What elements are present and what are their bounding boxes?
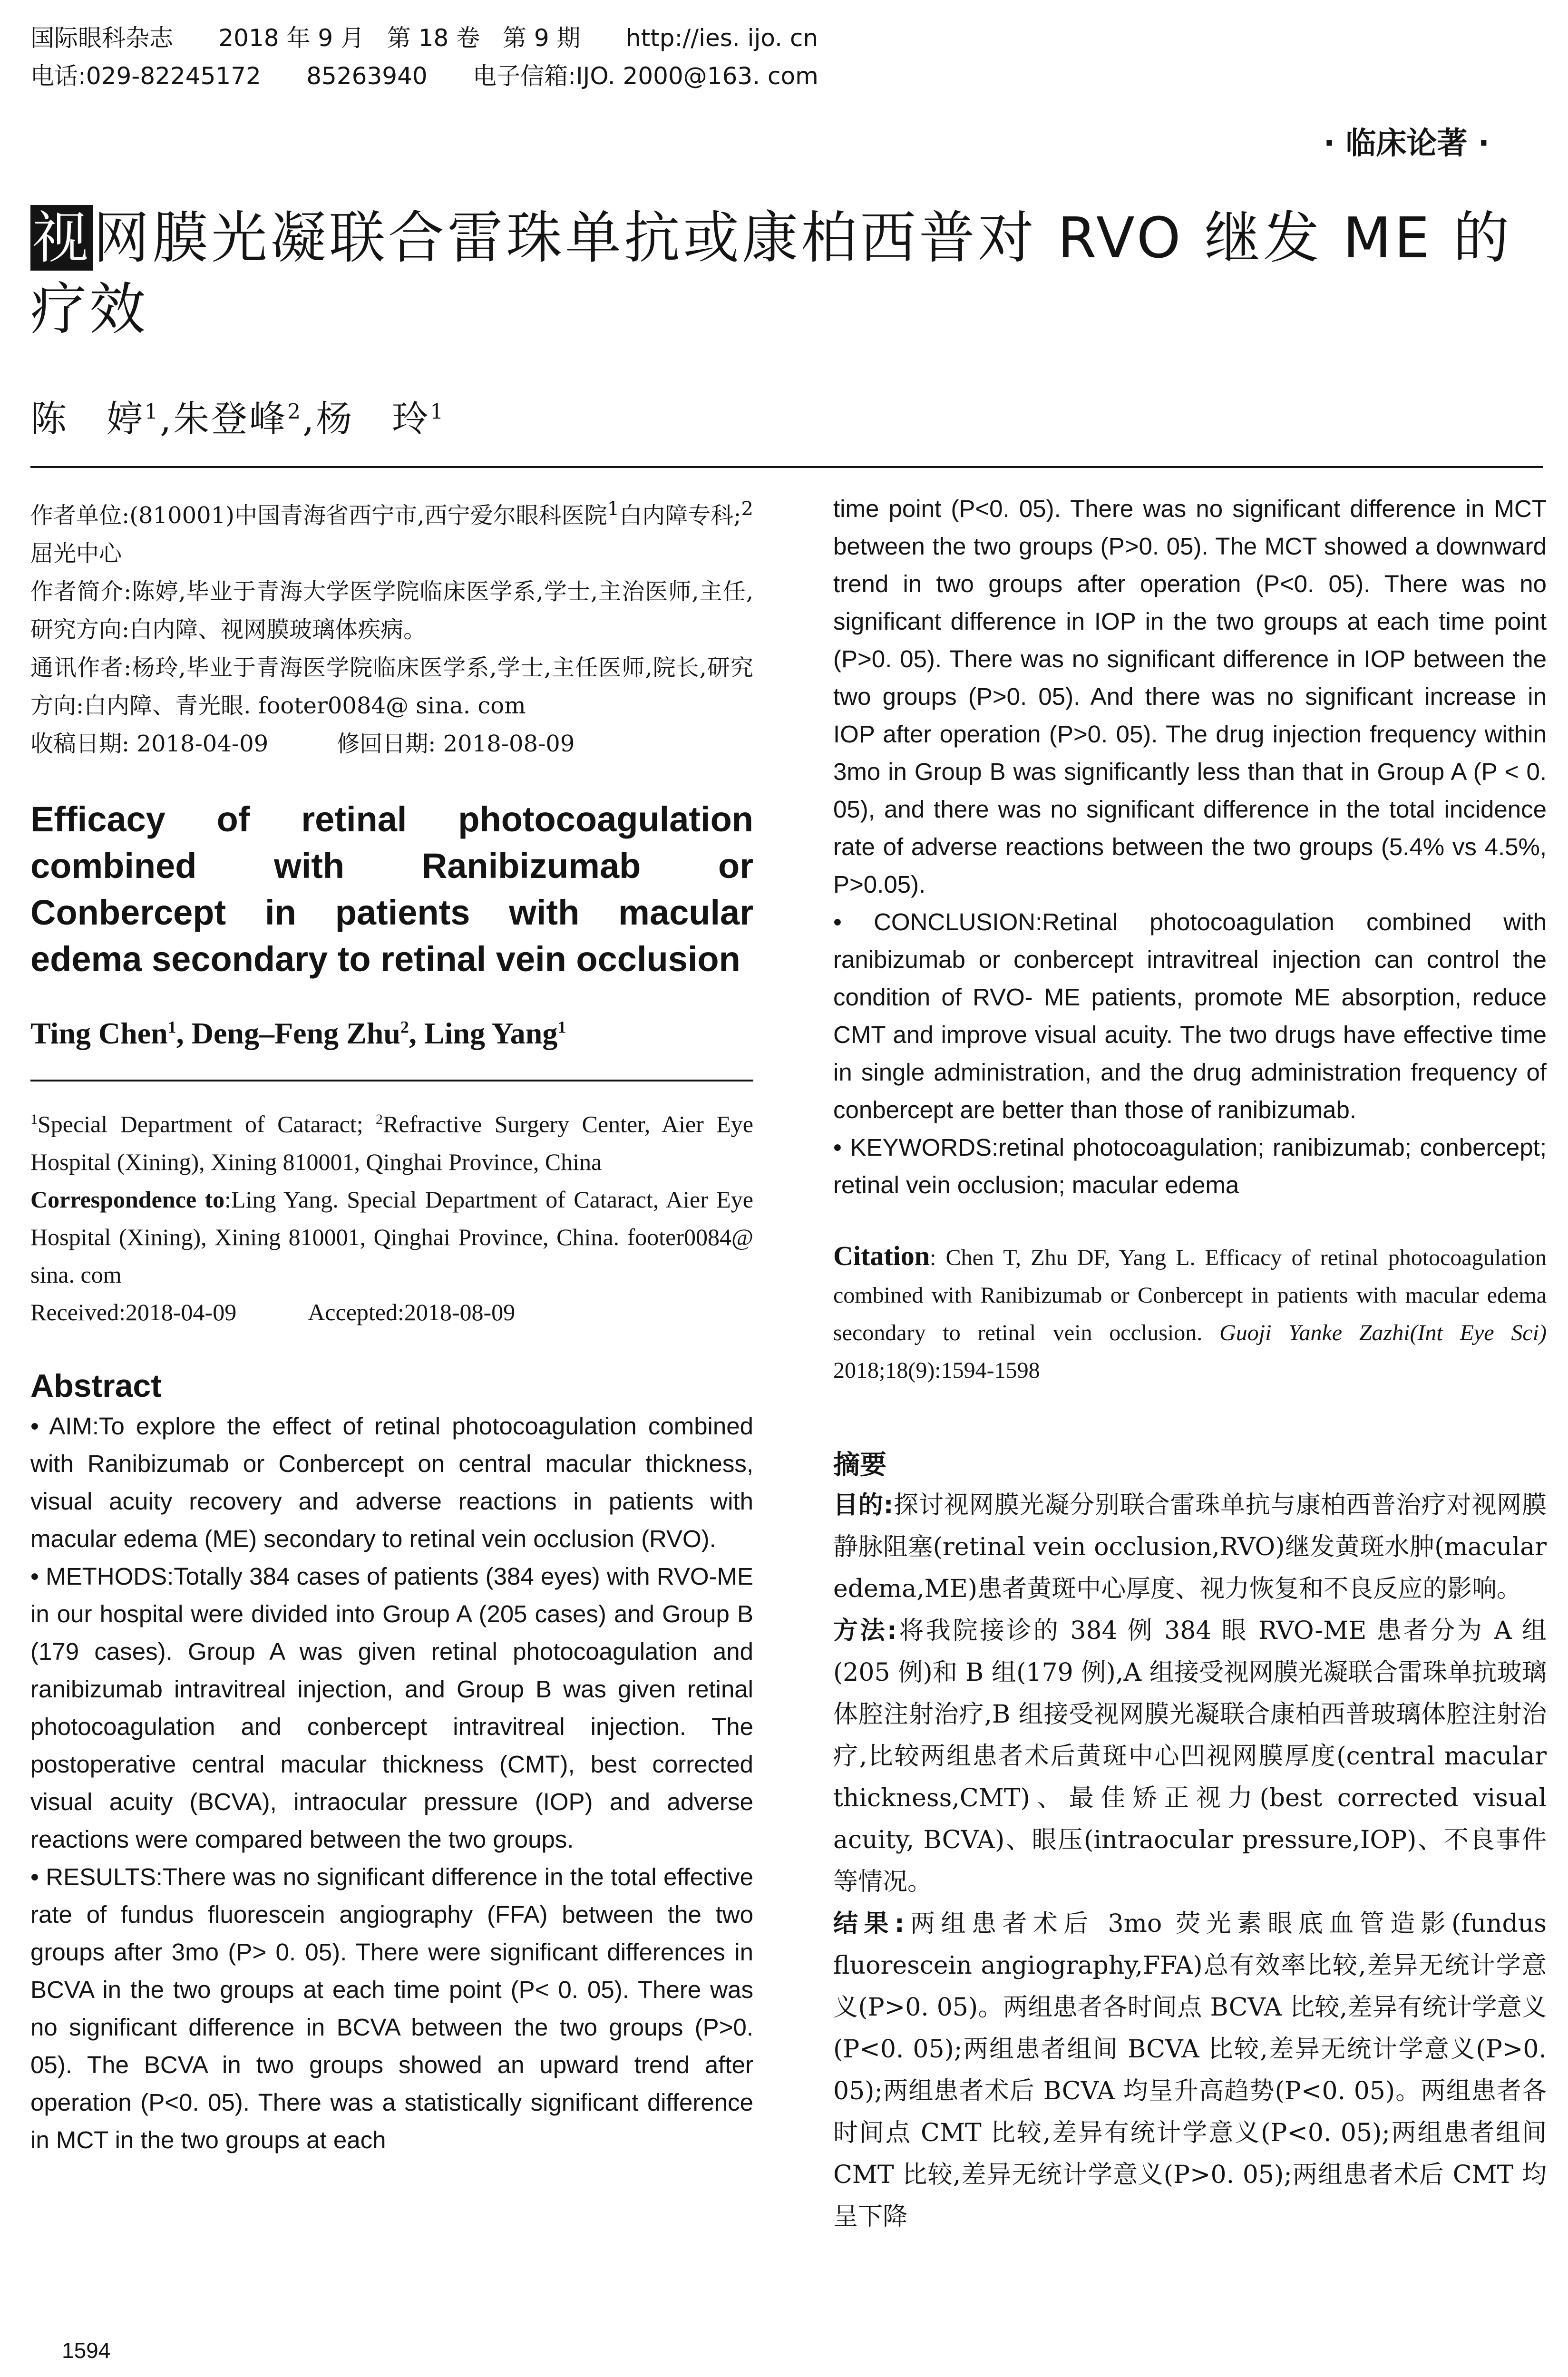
divider [30,1080,753,1081]
citation: Citation: Chen T, Zhu DF, Yang L. Efficacy of retinal photocoagulation combined with Ranibizumab or Conbercept in patients with macular edema secondary to retinal vein occlusion. Guoji Yanke Zazhi(Int Eye Sci) 2018;18(9):1594-1598 [833,1240,1547,1383]
author-list-en: Ting Chen$^1$, Deng–Feng Zhu$^2$, Ling Yang$^1$ [30,1016,566,1050]
affiliation-en: $^1$Special Department of Cataract; $^2$Refractive Surgery Center, Aier Eye Hospital (Xining), Xining 810001, Qinghai Province, China [30,1111,753,1175]
page-number: 1594 [62,2338,111,2363]
journal-url[interactable]: http://ies. ijo. cn [625,24,818,52]
abstract-heading-cn: 摘要 [833,1450,886,1481]
abstract-cn-methods: 方法:将我院接诊的 384 例 384 眼 RVO-ME 患者分为 A 组(205 例)和 B 组(179 例),A 组接受视网膜光凝联合雷珠单抗玻璃体腔注射治疗,B 组接受视网膜光凝联合康柏西普玻璃体腔注射治疗,比较两组患者术后黄斑中心凹视网膜厚度(central macular thickness,CMT)、最佳矫正视力(best corrected visual acuity, BCVA)、眼压(intraocular pressure,IOP)、不良事件等情况。 [833,1617,1547,1896]
author-cn: 杨 玲 [316,398,430,440]
correspondence-en: Correspondence to:Ling Yang. Special Department of Cataract, Aier Eye Hospital (Xining), Xining 810001, Qinghai Province, China. footer0084@ sina. com [30,1186,754,1288]
abstract-keywords: • KEYWORDS:retinal photocoagulation; ranibizumab; conbercept; retinal vein occlusion; macular edema [833,1134,1547,1198]
phone: 电话:029-82245172 [30,62,261,90]
affiliations-en [30,1101,753,1331]
author-list-cn: 陈 婷$^1$,朱登峰$^2$,杨 玲$^1$ [30,398,446,440]
abstract-cn-results: 结果:两组患者术后 3mo 荧光素眼底血管造影(fundus fluorescein angiography,FFA)总有效率比较,差异无统计学意义(P>0. 05)。两组患者各时间点 BCVA 比较,差异有统计学意义(P<0. 05);两组患者组间 BCVA 比较,差异无统计学意义(P>0. 05);两组患者术后 BCVA 均呈升高趋势(P<0. 05)。两组患者各时间点 CMT 比较,差异有统计学意义(P<0. 05);两组患者组间 CMT 比较,差异无统计学意义(P>0. 05);两组患者术后 CMT 均呈下降 [833,1909,1547,2231]
abstract-cn-aim: 目的:探讨视网膜光凝分别联合雷珠单抗与康柏西普治疗对视网膜静脉阻塞(retinal vein occlusion,RVO)继发黄斑水肿(macular edema,ME)患者黄斑中心厚度、视力恢复和不良反应的影响。 [833,1491,1547,1603]
abstract-methods: • METHODS:Totally 384 cases of patients (384 eyes) with RVO-ME in our hospital were divided into Group A (205 cases) and Group B (179 cases). Group A was given retinal photocoagulation and ranibizumab intravitreal injection, and Group B was given retinal photocoagulation and conbercept intravitreal injection. The postoperative central macular thickness (CMT), best corrected visual acuity (BCVA), intraocular pressure (IOP) and adverse reactions were compared between the two groups. [30,1562,753,1853]
abstract-en-part2 [833,490,1547,1204]
issue-date: 2018 年 9 月 [218,24,365,52]
article-title-cn [30,202,1543,345]
citation-label: Citation [833,1240,930,1271]
abstract-results: • RESULTS:There was no significant difference in the total effective rate of fundus fluorescein angiography (FFA) between the two groups after 3mo (P> 0. 05). There were significant differences in BCVA in the two groups at each time point (P< 0. 05). There was no significant difference in BCVA between the two groups (P>0. 05). The BCVA in two groups showed an upward trend after operation (P<0. 05). There was a statistically significant difference in MCT in the two groups at each [30,1863,753,2153]
author-en: Ting Chen [30,1016,168,1050]
article-title-en: Efficacy of retinal photocoagulation combined with Ranibizumab or Conbercept in patients with macular edema secondary to retinal vein occlusion [30,799,753,979]
header-line-2 [30,57,1543,95]
left-column [30,490,753,2159]
abstract-heading: Abstract [30,1367,162,1404]
dates-en: Received:2018-04-09 Accepted:2018-08-09 [30,1298,516,1325]
journal-header [30,19,1543,95]
volume: 第 18 卷 [387,24,480,52]
author-cn: 陈 婷 [30,398,145,440]
divider [30,466,1543,468]
abstract-results-continued: time point (P<0. 05). There was no significant difference in MCT between the two groups (P>0. 05). The MCT showed a downward trend in two groups after operation (P<0. 05). There was no significant difference in IOP in the two groups at each time point (P>0. 05). There was no significant difference in IOP between the two groups (P>0. 05). And there was no significant increase in IOP after operation (P>0. 05). The drug injection frequency within 3mo in Group B was significantly less than that in Group A (P < 0. 05), and there was no significant difference in the total incidence rate of adverse reactions between the two groups (5.4% vs 4.5%, P>0.05). [833,495,1547,898]
issue: 第 9 期 [502,24,581,52]
abstract-cn [833,1484,1547,2238]
abstract-conclusion: • CONCLUSION:Retinal photocoagulation combined with ranibizumab or conbercept intravitreal injection can control the condition of RVO- ME patients, promote ME absorption, reduce CMT and improve visual acuity. The two drugs have effective time in single administration, and the drug administration frequency of conbercept are better than those of ranibizumab. [833,908,1547,1123]
abstract-en-part1 [30,1407,753,2159]
author-cn: 朱登峰 [173,398,288,440]
correspondence-cn: 通讯作者:杨玲,毕业于青海医学院临床医学系,学士,主任医师,院长,研究方向:白内障、青光眼. footer0084@ sina. com [30,654,753,719]
fax: 85263940 [306,62,428,90]
author-en: Deng–Feng Zhu [191,1016,400,1050]
abstract-aim: • AIM:To explore the effect of retinal photocoagulation combined with Ranibizumab or Conbercept on central macular thickness, visual acuity recovery and adverse reactions in patients with macular edema (ME) secondary to retinal vein occlusion (RVO). [30,1412,753,1552]
article-metadata-cn [30,490,753,763]
dates-cn: 收稿日期: 2018-04-09 修回日期: 2018-08-09 [30,731,575,757]
header-line-1 [30,19,1543,57]
author-bio: 作者简介:陈婷,毕业于青海大学医学院临床医学系,学士,主治医师,主任,研究方向:白内障、视网膜玻璃体疾病。 [30,578,753,643]
right-column [833,490,1547,2238]
affiliation-cn: 作者单位:(810001)中国青海省西宁市,西宁爱尔眼科医院$^1$白内障专科;$^2$屈光中心 [30,498,753,567]
title-first-char: 视 [30,205,93,271]
author-en: Ling Yang [424,1016,558,1050]
email[interactable]: 电子信箱:IJO. 2000@163. com [473,62,818,90]
title-rest: 网膜光凝联合雷珠单抗或康柏西普对 RVO 继发 ME 的疗效 [30,205,1512,342]
citation-journal: Guoji Yanke Zazhi(Int Eye Sci) [1219,1320,1547,1345]
section-label: · 临床论著 · [1323,126,1490,161]
journal-name: 国际眼科杂志 [30,24,173,52]
